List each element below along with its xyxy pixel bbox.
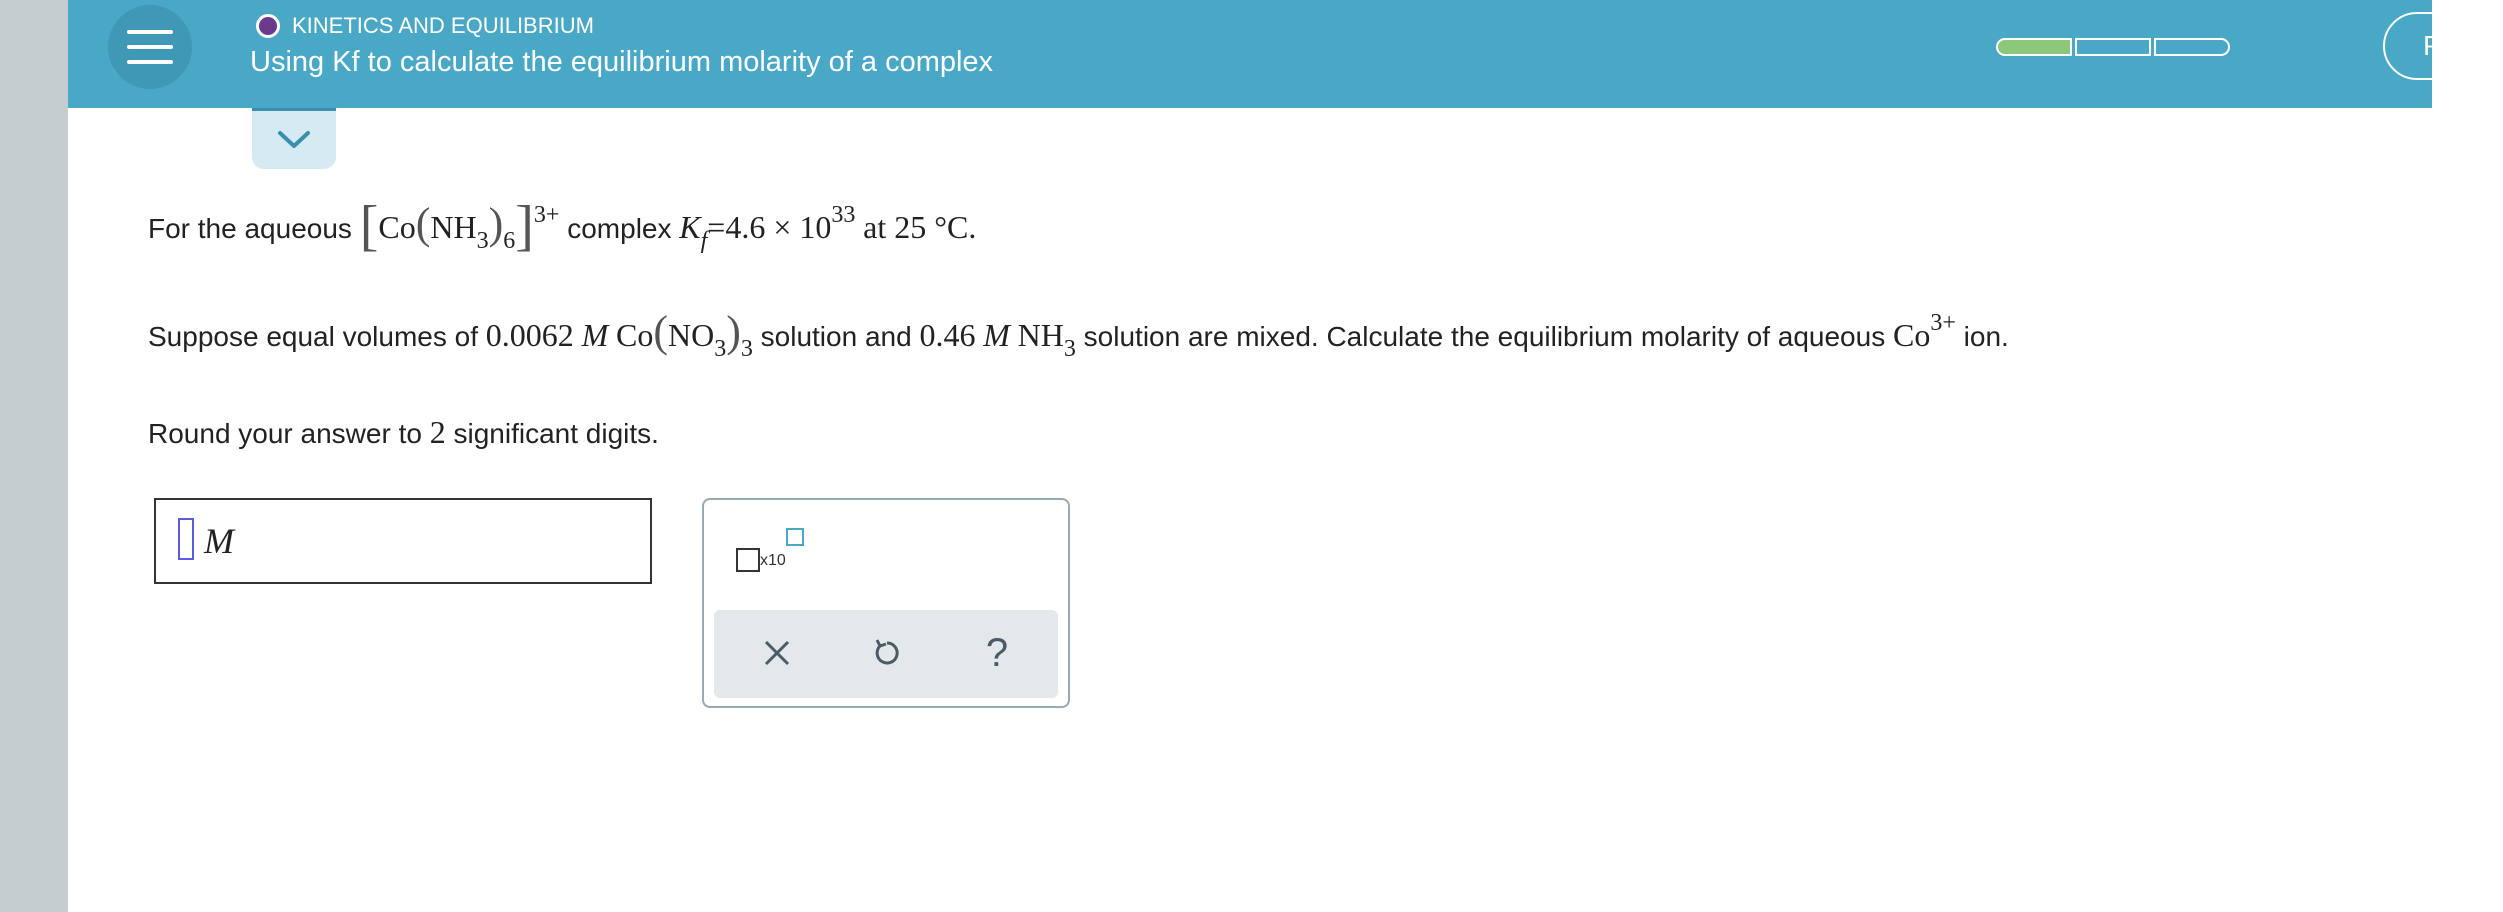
tool-actions: [714, 610, 1058, 698]
undo-icon: [871, 637, 903, 669]
undo-button[interactable]: [862, 628, 912, 678]
base-box-icon: [736, 548, 760, 572]
topic-dot-icon: [256, 14, 280, 38]
close-icon: [762, 638, 792, 668]
page-title: Using Kf to calculate the equilibrium molarity of a complex: [250, 46, 994, 78]
clear-button[interactable]: [752, 628, 802, 678]
left-rail: [0, 0, 68, 912]
header-bar: [68, 0, 2442, 108]
topic-text: KINETICS AND EQUILIBRIUM: [292, 13, 594, 38]
progress-segment: [1996, 38, 2072, 56]
topic-label: [256, 13, 594, 39]
exponent-box-icon: [786, 528, 804, 546]
progress-segment: [2154, 38, 2230, 56]
progress-bar: [1996, 38, 2230, 56]
hamburger-icon: [127, 30, 173, 64]
chevron-down-icon: [277, 130, 311, 150]
x10-label: x10: [760, 552, 786, 569]
expand-toggle[interactable]: [252, 108, 336, 169]
question-line-1: For the aqueous [Co(NH3)6]3+ complex Kf=4.6 × 1033 at 25 °C.: [148, 195, 977, 257]
math-tool-panel: [702, 498, 1070, 708]
input-placeholder-box: [178, 518, 194, 560]
help-button[interactable]: ?: [985, 630, 1009, 675]
scientific-notation-button[interactable]: [736, 528, 806, 578]
question-line-2: Suppose equal volumes of 0.0062 M Co(NO3)3 solution and 0.46 M NH3 solution are mixed. Calculate the equilibrium molarity of aqueous Co3+ ion.: [148, 307, 2009, 362]
menu-button[interactable]: [108, 5, 192, 89]
answer-input[interactable]: [154, 498, 652, 584]
progress-segment: [2075, 38, 2151, 56]
corner-button[interactable]: P: [2383, 12, 2503, 80]
question-line-3: Round your answer to 2 significant digits.: [148, 414, 659, 450]
answer-unit: M: [204, 521, 234, 561]
